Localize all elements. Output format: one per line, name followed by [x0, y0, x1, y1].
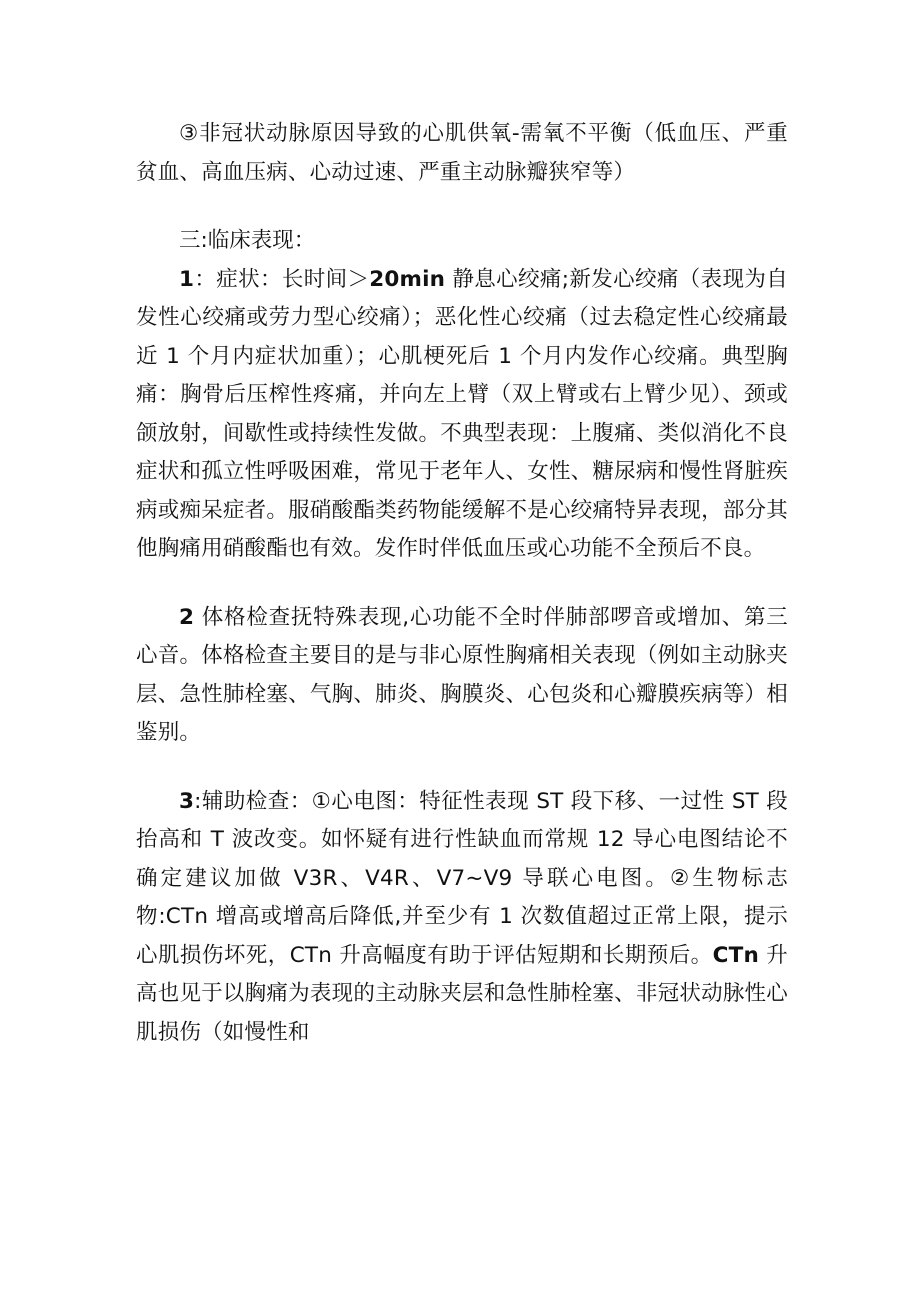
paragraph-nonCAD-causes — [136, 115, 788, 192]
section-heading-clinical — [136, 222, 788, 261]
bold-ctn: CTn — [712, 942, 759, 968]
paragraph-text: 静息心绞痛;新发心绞痛（表现为自发性心绞痛或劳力型心绞痛）；恶化性心绞痛（过去稳定性心绞痛最近 1 个月内症状加重）；心肌梗死后 1 个月内发作心绞痛。典型胸痛：胸骨后压榨性疼痛，并向左上臂（双上臂或右上臂少见）、颈或颌放射，间歇性或持续性发做。不典型表现：上腹痛、类似消化不良症状和孤立性呼吸困难，常见于老年人、女性、糖尿病和慢性肾脏疾病或痴呆症者。服硝酸酯类药物能缓解不是心绞痛特异表现，部分其他胸痛用硝酸酯也有效。发作时伴低血压或心功能不全预后不良。 — [136, 266, 788, 561]
document-page — [136, 115, 788, 1052]
item-number: 2 — [179, 604, 195, 630]
paragraph-text: :辅助检查：①心电图：特征性表现 ST 段下移、一过性 ST 段抬高和 T 波改变。如怀疑有进行性缺血而常规 12 导心电图结论不确定建议加做 V3R、V4R、V7~V9 导联心电图。②生物标志物:CTn 增高或增高后降低,并至少有 1 次数值超过正常上限，提示心肌损伤坏死，CTn 升高幅度有助于评估短期和长期预后。 — [136, 788, 788, 968]
paragraph-physical-exam — [136, 599, 788, 753]
item-number: 1 — [179, 266, 195, 292]
paragraph-auxiliary-exam — [136, 783, 788, 1053]
section-heading-text: 三:临床表现： — [179, 228, 316, 253]
paragraph-text: ③非冠状动脉原因导致的心肌供氧-需氧不平衡（低血压、严重贫血、高血压病、心动过速、严重主动脉瓣狭窄等） — [136, 121, 788, 185]
paragraph-text: 体格检查抚特殊表现,心功能不全时伴肺部啰音或增加、第三心音。体格检查主要目的是与非心原性胸痛相关表现（例如主动脉夹层、急性肺栓塞、气胸、肺炎、胸膜炎、心包炎和心瓣膜疾病等）相鉴别。 — [136, 604, 788, 745]
paragraph-text: 升高也见于以胸痛为表现的主动脉夹层和急性肺栓塞、非冠状动脉性心肌损伤（如慢性和 — [136, 942, 788, 1045]
paragraph-text: ：症状：长时间＞ — [194, 266, 370, 292]
paragraph-symptoms — [136, 261, 788, 569]
item-number: 3 — [179, 788, 195, 814]
bold-duration: 20min — [369, 266, 446, 292]
